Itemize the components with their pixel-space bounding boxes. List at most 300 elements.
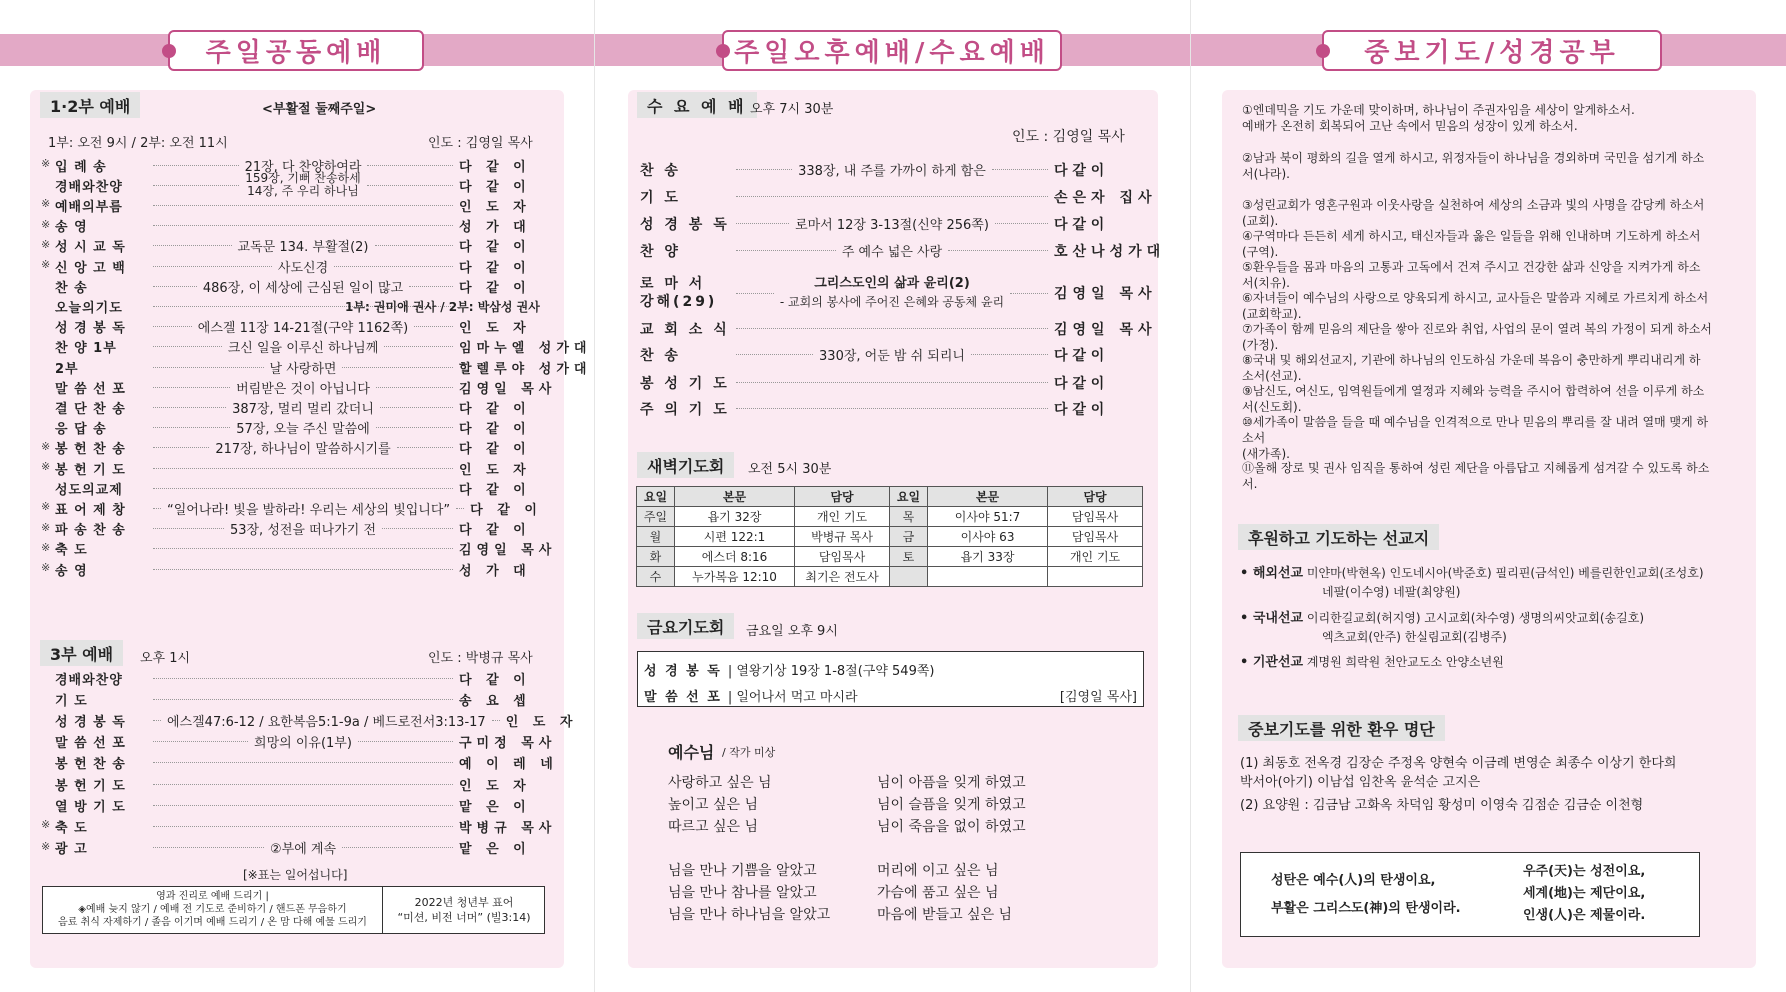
wed-item-detail: [795, 214, 989, 233]
order-item-label: 말 씀 선 포: [55, 736, 126, 752]
leader-dots: [153, 847, 264, 848]
wed-item-label: 성 경 봉 독: [640, 216, 730, 233]
stand-mark: ※: [41, 439, 51, 453]
order-item-detail: 486장, 이 세상에 근심된 일이 많고: [202, 280, 404, 296]
bullet-dot: [162, 44, 176, 58]
leader-dots: [153, 826, 453, 827]
order-item-label: 봉 헌 기 도: [55, 778, 126, 794]
order-item-person: 할렐루야 성가대: [459, 361, 592, 377]
order-row: [55, 794, 545, 816]
wed-item-person: 다 같 이: [1054, 375, 1105, 392]
order-item-label: 송 영: [55, 563, 88, 579]
title-text: 주일공동예배: [205, 38, 387, 68]
order-row: [55, 171, 545, 199]
order-row: [41, 497, 545, 519]
wed-item-label: 봉 성 기 도: [640, 375, 730, 392]
leader-dots: [153, 488, 453, 489]
stand-mark: ※: [41, 217, 51, 231]
leader-dots: [736, 223, 789, 224]
order-item-label: 봉 헌 찬 송: [55, 442, 126, 458]
patient-item: (2) 요양원 : 김금남 고화옥 차덕임 황성미 이영숙 김점순 김금순 이천형: [1240, 798, 1644, 813]
order-row: [55, 336, 592, 358]
poem-line: 님이 아픔을 잊게 하였고: [877, 775, 1026, 791]
leader-dots: [358, 741, 453, 742]
mission-item: [1240, 564, 1710, 602]
order-item-label: 찬 양 1부: [55, 341, 117, 357]
order-row: [41, 215, 545, 237]
dawn-row: [637, 527, 1143, 547]
dawn-cell: 시편 122:1: [674, 527, 794, 547]
leader-dots: [367, 185, 453, 186]
poem-right-column: [877, 772, 1026, 926]
order-item-person: 성 가 대: [459, 220, 531, 236]
friday-item-label: 말 씀 선 포: [644, 689, 722, 705]
dawn-cell: 주일: [637, 507, 675, 527]
order-item-label: 광 고: [55, 842, 88, 858]
patient-item: (1) 최동호 전옥경 김장순 주정옥 양현숙 이금례 변영순 최종수 이상기 한다희 박서아(아기) 이남섭 임찬옥 윤석순 고지은: [1240, 756, 1677, 790]
mission-names: 이리한길교회(허지영) 고시교회(차수영) 생명의씨앗교회(송길호): [1303, 611, 1645, 625]
stand-mark: ※: [41, 540, 51, 554]
order-item-person: 김영일 목사: [459, 543, 557, 559]
leader-dots: [342, 367, 453, 368]
leader-dots: [367, 165, 453, 166]
leader-dots: [736, 250, 836, 251]
leader-dots: [153, 569, 453, 570]
prayer-item: ②남과 북이 평화의 길을 열게 하시고, 위정자들이 하나님을 경외하며 국민을 섬기게 하소서(나라).: [1242, 151, 1705, 181]
prayer-item: ⑥자녀들이 예수님의 사랑으로 양육되게 하시고, 교사들은 말씀과 지혜로 가르치게 하소서(교회학교).: [1242, 291, 1709, 321]
order-item-person: 다 같 이: [459, 240, 531, 256]
poem-line: 님을 만나 기쁨을 알았고: [668, 863, 817, 879]
order-item-detail: ②부에 계속: [269, 842, 337, 858]
order-item-detail: 에스겔47:6-12 / 요한복음5:1-9a / 베드로전서3:13-17: [167, 714, 486, 730]
leader-dots: [995, 223, 1048, 224]
poem-line: 님을 만나 참나를 알았고: [668, 885, 817, 901]
order-item-detail: 날 사랑하면: [269, 361, 337, 377]
poem-line: 높이고 싶은 님: [668, 797, 759, 813]
title-left: [168, 30, 424, 71]
bullet-dot: [716, 44, 730, 58]
prayer-item: ③성린교회가 영혼구원과 이웃사랑을 실천하여 세상의 소금과 빛의 사명을 감당케 하소서(교회).: [1242, 198, 1705, 228]
poem-left-column: [668, 772, 830, 926]
stand-mark: ※: [41, 520, 51, 534]
stand-mark: ※: [41, 839, 51, 853]
wed-item-person: 다 같 이: [1054, 347, 1105, 364]
title-right: [1322, 30, 1662, 71]
order-item-label: 입 례 송: [55, 159, 107, 175]
wed-row: [640, 211, 1140, 236]
order-row: [55, 396, 545, 418]
leader-dots: [492, 720, 500, 721]
friday-box: [637, 651, 1144, 707]
leader-dots: [334, 266, 453, 267]
stand-mark: ※: [41, 561, 51, 574]
order-row: [41, 815, 557, 837]
leader-dots: [153, 286, 197, 287]
leader-dots: [971, 354, 1048, 355]
wed-item-detail: [842, 241, 942, 260]
wed-row: [640, 272, 1157, 314]
order-item-person: 박병규 목사: [459, 820, 557, 836]
order-item-label: 송 영: [55, 220, 88, 236]
order-row: [41, 437, 545, 459]
dawn-cell: 누가복음 12:10: [674, 567, 794, 587]
section-missions: 후원하고 기도하는 선교지: [1238, 524, 1439, 550]
order-item-person: 인 도 자: [505, 714, 578, 730]
mission-names: 계명원 희락원 천안교도소 안양소년원: [1303, 655, 1504, 669]
mission-category: • 국내선교: [1240, 611, 1304, 626]
prayer-item: ④구역마다 든든히 세게 하시고, 태신자들과 옳은 일들을 위해 인내하며 기도하게 하소서(구역).: [1242, 229, 1701, 259]
section-patients: 중보기도를 위한 환우 명단: [1238, 715, 1445, 741]
wed-sub-detail: - 교회의 봉사에 주어진 은혜와 공동체 윤리: [779, 294, 1005, 309]
section-worship-3: 3부 예배: [40, 640, 123, 666]
dawn-header-cell: 본문: [927, 487, 1047, 507]
leader-dots: [397, 447, 453, 448]
order-item-detail: 57장, 오늘 주신 말씀에: [236, 422, 370, 438]
wed-item-person: 다 같 이: [1054, 162, 1105, 179]
order-item-person: 송 요 셉: [459, 693, 531, 709]
friday-item-detail: | 일어나서 먹고 마시라: [727, 689, 858, 705]
leader-dots: [382, 528, 453, 529]
poem-line: [668, 838, 830, 860]
leader-dots: [153, 387, 230, 388]
order-item-person: 인 도 자: [459, 199, 531, 215]
bullet-dot: [1316, 44, 1330, 58]
dawn-cell: 수: [637, 567, 675, 587]
order-row: [55, 688, 545, 710]
wed-row: [640, 370, 1140, 395]
order-item-person: 다 같 이: [459, 672, 531, 688]
friday-item-person: [김영일 목사]: [1059, 689, 1137, 705]
wed-item-label: 찬 송: [640, 347, 681, 364]
poem-line: 님을 만나 하나님을 알았고: [668, 907, 831, 923]
order-item-label: 봉 헌 기 도: [55, 462, 126, 478]
leader-dots: [153, 205, 453, 206]
motto-line: 세계(地)는 제단이요,: [1523, 886, 1646, 901]
order-item-label: 예배의부름: [55, 199, 123, 215]
order-item-label: 열 방 기 도: [55, 799, 126, 815]
mission-category: • 기관선교: [1240, 655, 1304, 670]
order-item-label: 성 시 교 독: [55, 240, 126, 256]
order-item-label: 성도의교제: [55, 482, 123, 498]
dawn-cell: 담임목사: [1048, 507, 1143, 527]
order-item-person: 인 도 자: [459, 462, 531, 478]
order-item-person: 맡 은 이: [459, 842, 531, 858]
leader-dots: [153, 326, 192, 327]
leader-dots: [736, 196, 1048, 197]
stand-mark: ※: [41, 818, 51, 832]
order-row: [55, 356, 592, 378]
order-item-label: 성 경 봉 독: [55, 321, 126, 337]
wed-item-person: 김영일 목사: [1054, 321, 1157, 338]
mission-names: 미얀마(박현옥) 인도네시아(박준호) 필리핀(금석인) 베를린한인교회(조성호): [1303, 566, 1704, 580]
wed-item-detail: [780, 275, 1004, 312]
leader-dots: [153, 699, 453, 700]
footer-box: [42, 886, 545, 934]
order-item-detail: 사도신경: [277, 260, 329, 276]
footer-motto: 2022년 청년부 표어 “미션, 비전 너머” (빌3:14): [397, 896, 531, 924]
order-row: [41, 194, 545, 216]
title-center: [722, 30, 1062, 71]
leader-dots: [153, 245, 232, 246]
leader-dots: [736, 328, 1048, 329]
order-item-detail: 159장, 기뻐 찬송하세 14장, 주 우리 하나님: [245, 171, 361, 199]
standing-note: [※표는 일어섭니다]: [243, 868, 348, 882]
order-row: [41, 457, 545, 479]
order-item-person: 다 같 이: [459, 401, 531, 417]
dawn-cell: 화: [637, 547, 675, 567]
order-item-person: 다 같 이: [459, 523, 531, 539]
wed-item-person: 다 같 이: [1054, 216, 1105, 233]
stand-mark: ※: [41, 500, 51, 514]
order-row: [55, 275, 545, 297]
poem-line: 가슴에 품고 싶은 님: [877, 885, 999, 901]
leader-dots: [342, 847, 453, 848]
order-row: [55, 417, 545, 439]
dawn-cell: 개인 기도: [1048, 547, 1143, 567]
dawn-cell: 담임목사: [795, 547, 890, 567]
leader-dots: [409, 286, 453, 287]
stand-mark: ※: [41, 460, 51, 473]
order-row: [41, 255, 545, 277]
poem-line: [877, 838, 1026, 860]
order-item-label: 찬 송: [55, 280, 88, 296]
leader-dots: [376, 387, 453, 388]
order-item-label: 축 도: [55, 543, 88, 559]
leader-dots: [153, 266, 272, 267]
leader-dots: [456, 508, 464, 509]
wed-main-detail: 로마서 12장 3-13절(신약 256쪽): [795, 218, 989, 233]
leader-dots: [153, 528, 224, 529]
service-time-3: 오후 1시: [140, 651, 191, 666]
order-item-person: 다 같 이: [470, 502, 542, 518]
leader-dots: [153, 407, 226, 408]
section-friday: 금요기도회: [637, 613, 734, 639]
wed-main-detail: 주 예수 넓은 사랑: [841, 245, 943, 260]
prayer-item: ⑤환우들을 몸과 마음의 고통과 고독에서 건져 주시고 건강한 삶과 신앙을 지켜가게 하소서(치유).: [1242, 260, 1701, 290]
poem-line: 님이 죽음을 없이 하였고: [877, 819, 1026, 835]
section-wednesday: 수 요 예 배: [637, 92, 757, 118]
order-row: [55, 477, 545, 499]
leader-dots: [736, 293, 774, 294]
leader-dots: [153, 508, 161, 509]
order-item-person: 다 같 이: [459, 482, 531, 498]
order-row: [41, 235, 545, 257]
dawn-cell: 금: [890, 527, 928, 547]
order-item-label: 봉 헌 찬 송: [55, 757, 126, 773]
wed-item-person: 김영일 목사: [1054, 286, 1157, 302]
leader-dots: [153, 367, 264, 368]
wed-main-detail: 338장, 내 주를 가까이 하게 함은: [798, 164, 986, 179]
poem-title: 예수님: [668, 743, 715, 762]
motto-line: 부활은 그리스도(神)의 탄생이라.: [1271, 901, 1461, 916]
wed-item-label: 주 의 기 도: [640, 401, 730, 418]
order-row: [41, 558, 545, 580]
wed-main-detail: 그리스도인의 삶과 윤리(2): [814, 275, 970, 291]
leader-dots: [153, 548, 453, 549]
order-item-person: 1부: 권미애 권사 / 2부: 박삼성 권사: [345, 299, 540, 314]
leader-dots: [153, 741, 248, 742]
motto-left: [1271, 867, 1461, 923]
dawn-cell: [1048, 567, 1143, 587]
motto-line: 인생(人)은 제물이라.: [1523, 908, 1646, 923]
dawn-cell: 이사야 51:7: [927, 507, 1047, 527]
leader-dots: [380, 407, 453, 408]
order-row: [55, 752, 558, 774]
order-item-label: 축 도: [55, 820, 88, 836]
column-divider: [594, 0, 595, 992]
order-item-person: 다 같 이: [459, 260, 531, 276]
leader-dots: [153, 165, 239, 166]
order-item-label: 기 도: [55, 693, 88, 709]
wed-time: 오후 7시 30분: [750, 102, 834, 117]
leader-dots: [153, 185, 239, 186]
poem-author: / 작가 미상: [722, 746, 776, 759]
order-item-detail: “일어나라! 빛을 발하라! 우리는 세상의 빛입니다”: [167, 502, 451, 518]
dawn-cell: [890, 567, 928, 587]
wed-row: [640, 342, 1140, 367]
stand-mark: ※: [41, 258, 51, 271]
order-item-detail: 387장, 멀리 멀리 갔더니: [232, 401, 374, 417]
order-item-label: 경배와찬양: [55, 672, 123, 688]
prayer-item: ⑨남신도, 여신도, 임역원들에게 열정과 지혜와 능력을 주시어 합력하여 선을 이루게 하소서(신도회).: [1242, 384, 1705, 414]
wed-row: [640, 184, 1157, 209]
order-item-person: 다 같 이: [459, 422, 531, 438]
dawn-header-cell: 요일: [890, 487, 928, 507]
dawn-row: [637, 567, 1143, 587]
order-item-label: 말 씀 선 포: [55, 381, 126, 397]
order-item-person: 다 같 이: [459, 179, 531, 195]
leader-dots: [153, 784, 453, 785]
prayer-item: ⑧국내 및 해외선교지, 기관에 하나님의 인도하심 가운데 복음이 충만하게 뿌리내리게 하소서(선교).: [1242, 353, 1701, 383]
motto-line: 우주(天)는 성전이요,: [1523, 864, 1646, 879]
friday-item-detail: | 열왕기상 19장 1-8절(구약 549쪽): [727, 663, 935, 679]
prayer-item: ⑩세가족이 말씀을 들을 때 예수님을 인격적으로 만나 믿음의 뿌리를 잘 내려 열매 맺게 하소서 (새가족).: [1242, 415, 1709, 461]
order-item-detail: 217장, 하나님이 말씀하시기를: [215, 442, 391, 458]
leader-dots: [153, 678, 453, 679]
leader-dots: [153, 762, 453, 763]
leader-dots: [153, 468, 453, 469]
wed-main-detail: 330장, 어둔 밤 쉬 되리니: [819, 349, 965, 364]
wed-item-detail: [819, 345, 965, 364]
poem-line: 사랑하고 싶은 님: [668, 775, 772, 791]
dawn-cell: 목: [890, 507, 928, 527]
friday-time: 금요일 오후 9시: [746, 624, 838, 639]
stand-mark: ※: [41, 157, 51, 170]
dawn-cell: [927, 567, 1047, 587]
order-item-label: 파 송 찬 송: [55, 523, 126, 539]
order-row: [55, 316, 545, 338]
title-text: 중보기도/성경공부: [1364, 38, 1620, 68]
leader-dots: [736, 408, 1048, 409]
leader-dots: [736, 169, 792, 170]
order-row: [55, 376, 557, 398]
order-item-person: 다 같 이: [459, 280, 531, 296]
dawn-row: [637, 507, 1143, 527]
leader-3: 인도 : 박병규 목사: [428, 651, 533, 666]
wed-item-label: 찬 양: [640, 243, 681, 260]
dawn-cell: 욥기 32장: [674, 507, 794, 527]
order-item-person: 성 가 대: [459, 563, 531, 579]
motto-box: [1240, 852, 1700, 937]
order-item-detail: 교독문 134. 부활절(2): [237, 240, 369, 256]
wed-item-person: 손은자 집사: [1054, 189, 1157, 206]
order-item-person: 인 도 자: [459, 321, 531, 337]
dawn-cell: 월: [637, 527, 675, 547]
order-item-person: 맡 은 이: [459, 799, 531, 815]
dawn-header-cell: 본문: [674, 487, 794, 507]
leader-dots: [375, 245, 454, 246]
poem-line: 따르고 싶은 님: [668, 819, 759, 835]
leader-dots: [153, 225, 453, 226]
leader-dots: [153, 346, 222, 347]
dawn-table: [636, 486, 1143, 587]
mission-category: • 해외선교: [1240, 566, 1304, 581]
leader-dots: [153, 427, 230, 428]
order-row: [55, 295, 545, 317]
poem-line: 마음에 받들고 싶은 님: [877, 907, 1013, 923]
mission-names: 엑츠교회(안주) 한실림교회(김병주): [1322, 630, 1507, 644]
order-row: [55, 773, 545, 795]
order-item-person: 김영일 목사: [459, 381, 557, 397]
leader-dots: [948, 250, 1048, 251]
dawn-time: 오전 5시 30분: [748, 462, 832, 477]
wed-leader: 인도 : 김영일 목사: [1012, 129, 1125, 145]
order-item-label: 표 어 제 창: [55, 502, 126, 518]
order-item-detail: 희망의 이유(1부): [254, 736, 352, 752]
column-divider: [1190, 0, 1191, 992]
wed-item-detail: [798, 160, 986, 179]
section-worship-12: 1·2부 예배: [40, 92, 140, 118]
leader-dots: [1010, 293, 1048, 294]
dawn-header-cell: 요일: [637, 487, 675, 507]
wed-item-person: 다 같 이: [1054, 401, 1105, 418]
leader-dots: [384, 346, 453, 347]
poem-line: 머리에 이고 싶은 님: [877, 863, 999, 879]
order-item-person: 구미정 목사: [459, 736, 557, 752]
dawn-cell: 이사야 63: [927, 527, 1047, 547]
dawn-header-row: [637, 487, 1143, 507]
wed-item-label: 찬 송: [640, 162, 681, 179]
order-row: [41, 538, 557, 560]
leader-dots: [414, 326, 453, 327]
service-times: 1부: 오전 9시 / 2부: 오전 11시: [48, 136, 228, 151]
order-item-person: 임마누엘 성가대: [459, 341, 592, 357]
friday-row: [644, 658, 1137, 680]
motto-right: [1523, 861, 1645, 927]
week-label: <부활절 둘째주일>: [262, 102, 377, 117]
wed-item-label: 교 회 소 식: [640, 321, 730, 338]
wed-row: [640, 238, 1166, 263]
dawn-row: [637, 547, 1143, 567]
mission-names: 네팔(이수영) 네팔(최양원): [1322, 585, 1461, 599]
section-dawn: 새벽기도회: [637, 452, 734, 478]
wed-row: [640, 316, 1157, 341]
leader: 인도 : 김영일 목사: [428, 136, 533, 151]
wed-item-label: 로 마 서 강해(29): [640, 276, 718, 310]
order-item-detail: 21장, 다 찬양하여라: [244, 159, 362, 175]
order-item-person: 다 같 이: [459, 442, 531, 458]
order-item-detail: 버림받은 것이 아닙니다: [236, 381, 370, 397]
order-item-label: 응 답 송: [55, 422, 107, 438]
order-item-detail: 53장, 성전을 떠나가기 전: [229, 523, 377, 539]
dawn-cell: 에스더 8:16: [674, 547, 794, 567]
leader-dots: [992, 169, 1048, 170]
prayer-item: ⑦가족이 함께 믿음의 제단을 쌓아 진로와 취업, 사업의 문이 열려 복의 가정이 되게 하소서(가정).: [1242, 322, 1712, 352]
order-item-label: 2부: [55, 361, 79, 377]
friday-row: [644, 684, 1137, 706]
order-row: [55, 731, 557, 753]
order-item-person: 예 이 레 네: [459, 757, 558, 773]
